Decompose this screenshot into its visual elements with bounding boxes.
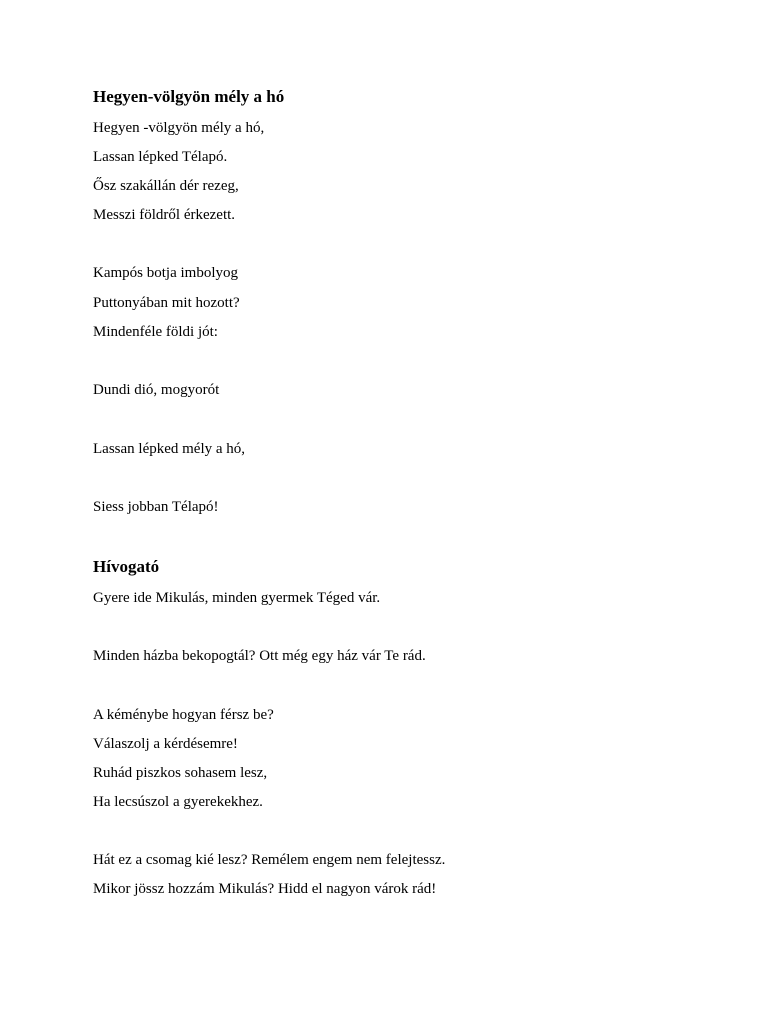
poem-line: Válaszolj a kérdésemre! [93,736,238,752]
poem-line: Ruhád piszkos sohasem lesz, [93,765,268,781]
poem-line: Dundi dió, mogyorót [93,382,220,398]
poem-line: Minden házba bekopogtál? Ott még egy ház vár Te rád. [93,648,426,664]
poem-line: A kéménybe hogyan férsz be? [93,707,274,723]
poem-line: Siess jobban Télapó! [93,499,219,515]
poem-line: Ha lecsúszol a gyerekekhez. [93,794,263,810]
poem-title: Hívogató [93,557,160,576]
poem-line: Puttonyában mit hozott? [93,295,240,311]
poem-line: Hát ez a csomag kié lesz? Remélem engem nem felejtessz. [93,852,446,868]
poem-line: Gyere ide Mikulás, minden gyermek Téged vár. [93,590,381,606]
poem-title: Hegyen-völgyön mély a hó [93,87,285,106]
poem-line: Kampós botja imbolyog [93,265,238,281]
poem-line: Mindenféle földi jót: [93,324,218,340]
poem-line: Mikor jössz hozzám Mikulás? Hidd el nagyon várok rád! [93,881,437,897]
poem-line: Messzi földről érkezett. [93,207,236,223]
poem-line: Hegyen -völgyön mély a hó, [93,120,265,136]
poem-line: Lassan lépked Télapó. [93,149,228,165]
poem-line: Ősz szakállán dér rezeg, [93,178,239,194]
poem-line: Lassan lépked mély a hó, [93,441,246,457]
